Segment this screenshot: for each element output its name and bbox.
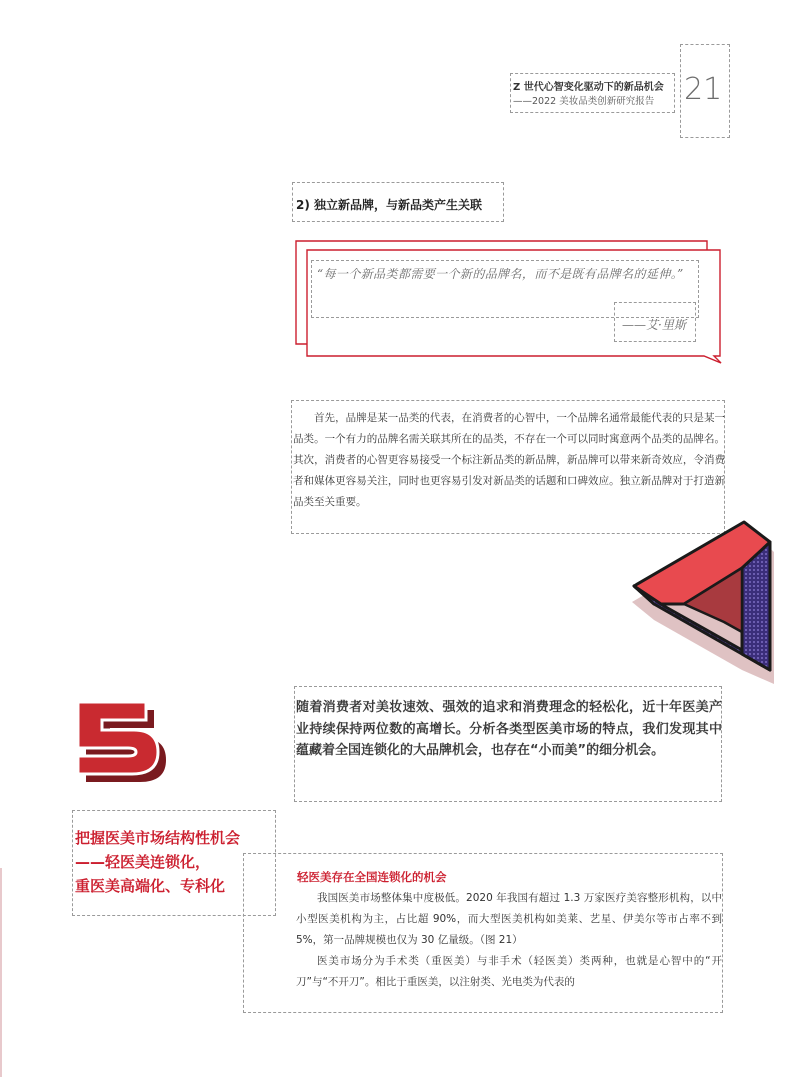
sub-heading: 轻医美存在全国连锁化的机会 bbox=[297, 870, 447, 884]
section-number-five bbox=[76, 700, 172, 784]
impossible-triangle-graphic bbox=[624, 512, 784, 684]
section5-title-line: 把握医美市场结构性机会 bbox=[75, 829, 241, 847]
section5-title-line: 重医美高端化、专科化 bbox=[75, 877, 226, 895]
section5-title-line: ——轻医美连锁化， bbox=[75, 853, 211, 871]
section5-paragraph: 我国医美市场整体集中度极低。2020 年我国有超过 1.3 万家医疗美容整形机构，以中小型医美机构为主，占比超 90%，而大型医美机构如美莱、艺星、伊美尔等市占率不到 5%，第一品牌规模也仅为 30 亿量级。（图 21） bbox=[296, 892, 722, 946]
section5-lead: 随着消费者对美妆速效、强效的追求和消费理念的轻松化，近十年医美产业持续保持两位数的高增长。分析各类型医美市场的特点，我们发现其中蕴藏着全国连锁化的大品牌机会，也存在“小而美”的细分机会。 bbox=[296, 700, 722, 758]
section-heading: 2) 独立新品牌，与新品类产生关联 bbox=[296, 198, 483, 212]
quote-author: ——艾·里斯 bbox=[622, 318, 686, 332]
report-subtitle: ——2022 美妆品类创新研究报告 bbox=[513, 96, 655, 107]
report-title: Z 世代心智变化驱动下的新品机会 bbox=[513, 82, 664, 93]
section5-body bbox=[296, 888, 722, 993]
section5-paragraph: 医美市场分为手术类（重医美）与非手术（轻医美）类两种，也就是心智中的“开刀”与“不开刀”。相比于重医美，以注射类、光电类为代表的 bbox=[296, 955, 722, 988]
left-edge-bar bbox=[0, 868, 2, 1077]
body-paragraph-text: 首先，品牌是某一品类的代表，在消费者的心智中，一个品牌名通常最能代表的只是某一品类。一个有力的品牌名需关联其所在的品类，不存在一个可以同时寓意两个品类的品牌名。其次，消费者的心智更容易接受一个标注新品类的新品牌，新品牌可以带来新奇效应，令消费者和媒体更容易关注，同时也更容易引发对新品类的话题和口碑效应。独立新品牌对于打造新品类至关重要。 bbox=[293, 412, 725, 508]
body-paragraph bbox=[293, 408, 725, 513]
page-number: 21 bbox=[684, 72, 723, 107]
quote-text: “每一个新品类都需要一个新的品牌名，而不是既有品牌名的延伸。” bbox=[317, 267, 684, 281]
